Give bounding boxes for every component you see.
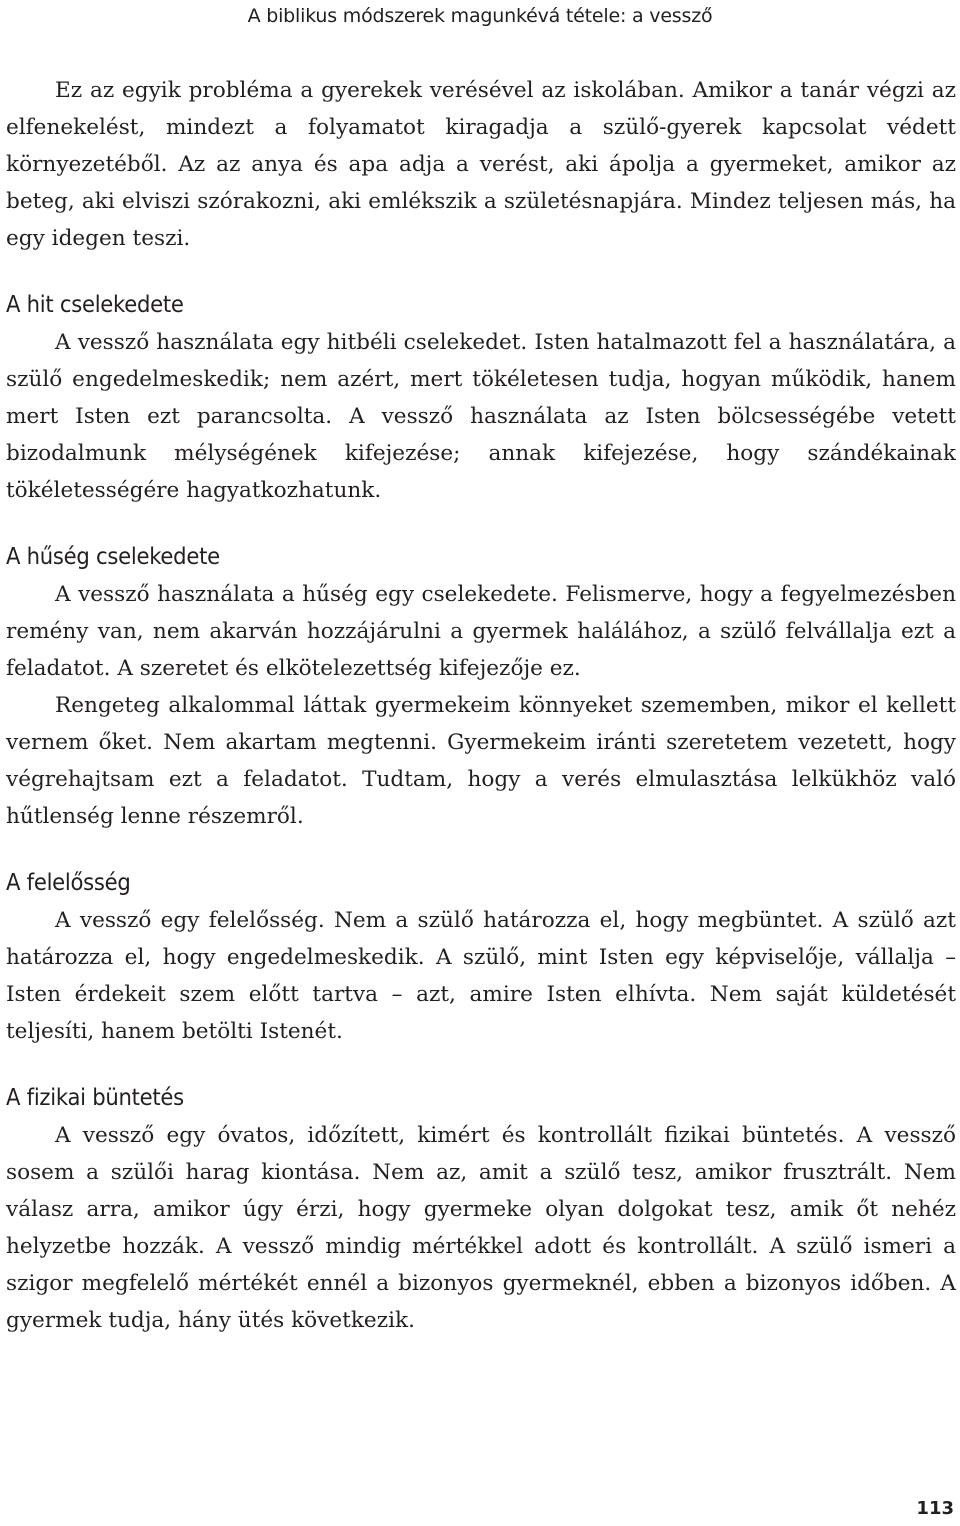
running-head: A biblikus módszerek magunkévá tétele: a vessző bbox=[247, 5, 713, 27]
section-paragraph: A vessző használata a hűség egy cselekedete. Felismerve, hogy a fegyelmezésben remény van, nem akarván hozzájárulni a gyermek halálához, a szülő felvállalja ezt a feladatot. A szeretet és elkötelezettség kifejezője ez. bbox=[6, 582, 956, 681]
intro-paragraph: Ez az egyik probléma a gyerekek verésével az iskolában. Amikor a tanár végzi az elfenekelést, mindezt a folyamatot kiragadja a szülő-gyerek kapcsolat védett környezetéből. Az az anya és apa adja a verést, aki ápolja a gyermeket, amikor az beteg, aki elviszi szórakozni, aki emlékszik a születésnapjára. Mindez teljesen más, ha egy idegen teszi. bbox=[6, 78, 956, 251]
section-heading-responsibility: A felelősség bbox=[6, 870, 131, 896]
section-paragraph: A vessző egy felelősség. Nem a szülő határozza el, hogy megbüntet. A szülő azt határozza el, hogy engedelmeskedik. A szülő, mint Isten egy képviselője, vállalja – Isten érdekeit szem előtt tartva – azt, amire Isten elhívta. Nem saját küldetését teljesíti, hanem betölti Istenét. bbox=[6, 908, 956, 1044]
page-number: 113 bbox=[916, 1498, 954, 1519]
section-paragraph: A vessző egy óvatos, időzített, kimért és kontrollált fizikai büntetés. A vessző sosem a szülői harag kiontása. Nem az, amit a szülő tesz, amikor frusztrált. Nem válasz arra, amikor úgy érzi, hogy gyermeke olyan dolgokat tesz, amik őt nehéz helyzetbe hozzák. A vessző mindig mértékkel adott és kontrollált. A szülő ismeri a szigor megfelelő mértékét ennél a bizonyos gyermeknél, ebben a bizonyos időben. A gyermek tudja, hány ütés következik. bbox=[6, 1123, 956, 1333]
section-paragraph: A vessző használata egy hitbéli cselekedet. Isten hatalmazott fel a használatára, a szülő engedelmeskedik; nem azért, mert tökéletesen tudja, hogyan működik, hanem mert Isten ezt parancsolta. A vessző használata az Isten bölcsességébe vetett bizodalmunk mélységének kifejezése; annak kifejezése, hogy szándékainak tökéletességére hagyatkozhatunk. bbox=[6, 330, 956, 503]
section-paragraph: Rengeteg alkalommal láttak gyermekeim könnyeket szememben, mikor el kellett vernem őket. Nem akartam megtenni. Gyermekeim iránti szeretetem vezetett, hogy végrehajtsam ezt a feladatot. Tudtam, hogy a verés elmulasztása lelkükhöz való hűtlenség lenne részemről. bbox=[6, 693, 956, 829]
section-heading-faithfulness: A hűség cselekedete bbox=[6, 544, 220, 570]
page-body bbox=[6, 72, 956, 1339]
section-heading-faith: A hit cselekedete bbox=[6, 292, 184, 318]
section-heading-physical-punishment: A fizikai büntetés bbox=[6, 1085, 184, 1111]
